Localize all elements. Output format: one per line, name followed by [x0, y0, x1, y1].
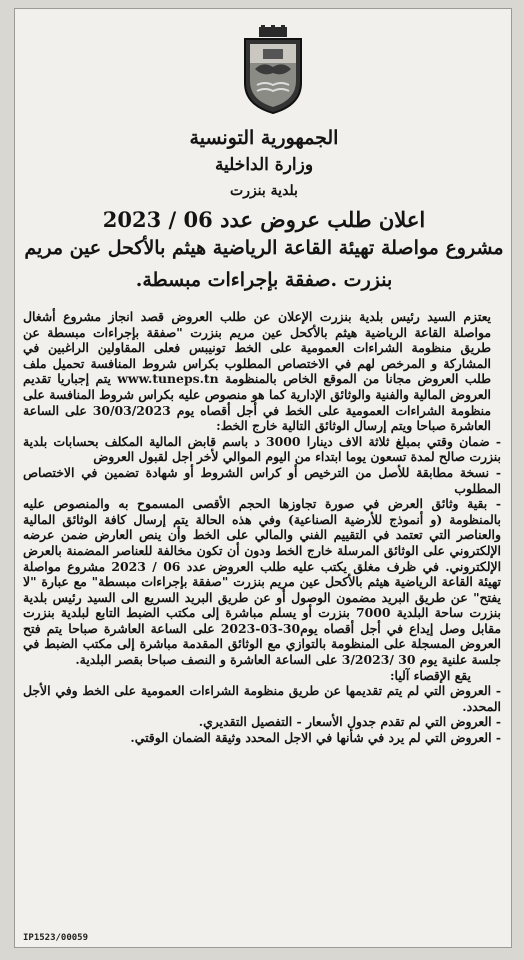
tender-title: اعلان طلب عروض عدد 06 / 2023 [102, 207, 426, 232]
exclusion-item: - العروض التي لم يتم تقديمها عن طريق منظومة الشراءات العمومية على الخط وفي الأجل المحدد. [23, 683, 501, 714]
exclusion-item: - العروض التي لم تقدم جدول الأسعار - التفصيل التقديري. [198, 714, 501, 730]
guarantee-item: - ضمان وقتي بمبلغ ثلاثة الاف دينارا 3000 د باسم قابض المالية المكلف بحسابات بلدية بنزرت صالح لمدة تسعون يوما ابتداء من اليوم الموالي لأخر اجل لقبول العروض [23, 433, 501, 465]
republic-heading: الجمهورية التونسية [189, 127, 339, 149]
newspaper-clipping [14, 8, 512, 948]
project-subtitle: بنزرت .صفقة بإجراءات مبسطة. [135, 269, 393, 291]
intro-paragraph: يعتزم السيد رئيس بلدية بنزرت الإعلان عن طلب العروض قصد انجاز مشروع أشغال مواصلة القاعة الرياضية هيثم بالأكحل عين مريم بنزرت "صفقة بإجراءات مبسطة عن طريق منظومة الشراءات العمومية على الخط تونيبس فعلى المقاولين الراغبين في المشاركة و المرخص لهم في الاختصاص المطلوب بكراس شروط المنافسة تحميل ملف طلب العروض مجانا من الموقع الخاص بالمنظومة www.tuneps.tn يتم إجباريا تقديم العروض المالية والفنية والوثائق الإدارية كما هو منصوص عليه بكراس شروط المنافسة على منظومة الشراءات العمومية على الخط في أجل أقصاه يوم 30/03/2023 على الساعة العاشرة صباحا ويتم إرسال الوثائق التالية خارج الخط: [23, 309, 491, 434]
remaining-documents-item: - بقية وثائق العرض في صورة تجاوزها الحجم الأقصى المسموح به والمنصوص عليه بالمنظومة (و أنموذج للأرضية الصناعية) وفي هذه الحالة يتم إرسال كافة الوثائق المالية والعناصر التي تعتمد في التقييم الفني والمالي على الخط وأن ينص العارض ضمن عرضه الإلكتروني على الوثائق المرسلة خارج الخط ودون أن تكون مخالفة للعناصر المضمنة بالعرض الإلكتروني. في ظرف مغلق يكتب عليه طلب العروض عدد 06 / 2023 مشروع مواصلة تهيئة القاعة الرياضية هيثم بالأكحل عين مريم بنزرت "صفقة بإجراءات مبسطة" مع عبارة "لا يفتح" عن طريق البريد مضمون الوصول أو عن طريق البريد السريع الى السيد رئيس بلدية بنزرت ساحة البلدية 7000 بنزرت أو يسلم مباشرة إلى مكتب الضبط التابع لبلدية بنزرت مقابل وصل إيداع في أجل أقصاه يوم30-03-2023 على الساعة العاشرة صباحا يتم فتح العروض المسجلة على المنظومة بالتوازي مع الوثائق المقدمة مباشرة إلى مكتب الضبط في جلسة علنية يوم 30 /3/2023 على الساعة العاشرة و النصف صباحا بقصر البلدية. [23, 496, 502, 668]
municipality-coat-of-arms-icon [239, 25, 307, 115]
exclusion-item: - العروض التي لم يرد في شأنها في الاجل المحدد وثيقة الضمان الوقتي. [130, 730, 501, 746]
project-title: مشروع مواصلة تهيئة القاعة الرياضية هيثم بالأكحل عين مريم [24, 237, 504, 259]
exclusion-heading: يقع الإقصاء آليا: [389, 667, 471, 683]
announcement-body [23, 309, 501, 746]
license-copy-item: - نسخة مطابقة للأصل من الترخيص أو كراس الشروط أو شهادة تضمين في الاختصاص المطلوب [23, 464, 501, 496]
municipality-heading: بلدية بنزرت [230, 183, 298, 199]
ministry-heading: وزارة الداخلية [214, 155, 314, 175]
publication-reference: IP1523/00059 [23, 933, 89, 943]
